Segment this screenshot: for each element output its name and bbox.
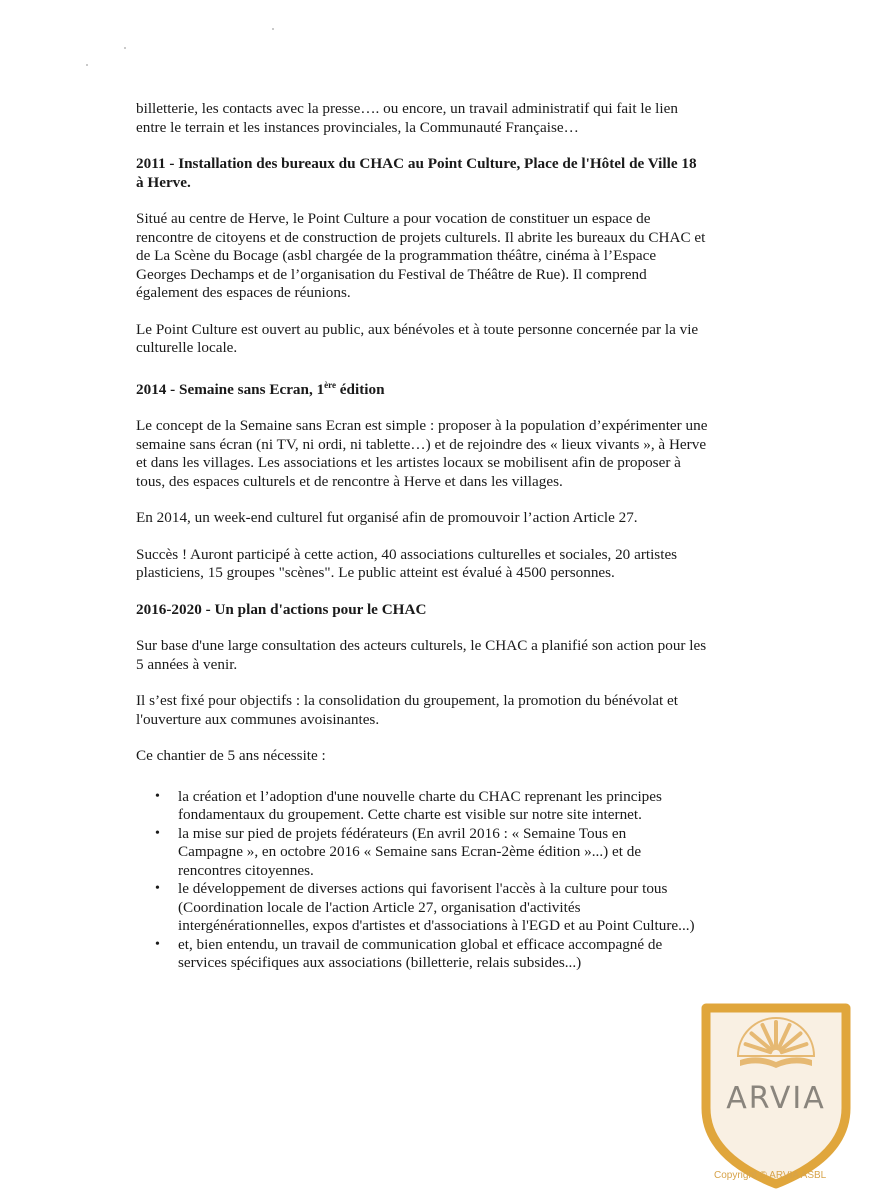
section-heading-2014: 2014 - Semaine sans Ecran, 1ère édition	[136, 379, 385, 398]
watermark-name: ARVIA	[726, 1081, 826, 1116]
paragraph-consultation: Sur base d'une large consultation des acteurs culturels, le CHAC a planifié son action pour les 5 années à venir.	[136, 637, 707, 673]
bullet-icon: •	[155, 881, 160, 897]
arvia-watermark-logo	[694, 996, 858, 1192]
scan-speck	[124, 47, 126, 49]
copyright-notice: Copyright © ARVIA ASBL	[714, 1170, 827, 1181]
list-item: • la mise sur pied de projets fédérateurs (En avril 2016 : « Semaine Tous en Campagne », en octobre 2016 « Semaine sans Ecran-2ème édition »...) et de rencontres citoyennes.	[155, 824, 642, 879]
paragraph-objectifs: Il s’est fixé pour objectifs : la consolidation du groupement, la promotion du bénévolat et l'ouverture aux communes avoisinantes.	[136, 692, 678, 728]
paragraph-chantier: Ce chantier de 5 ans nécessite :	[136, 747, 326, 765]
list-item: • et, bien entendu, un travail de communication global et efficace accompagné de services spécifiques aux associations (billetterie, relais subsides...)	[155, 935, 663, 972]
paragraph-weekend-2014: En 2014, un week-end culturel fut organisé afin de promouvoir l’action Article 27.	[136, 509, 638, 527]
objectives-list	[136, 788, 786, 973]
intro-paragraph: billetterie, les contacts avec la presse…. ou encore, un travail administratif qui fait le lien entre le terrain et les instances provinciales, la Communauté Française…	[136, 100, 678, 136]
list-item: • le développement de diverses actions qui favorisent l'accès à la culture pour tous (Coordination locale de l'action Article 27, organisation d'activités intergénérationnelles, expos d'artistes et d'associations à l'EGD et au Point Culture...)	[155, 880, 695, 935]
bullet-icon: •	[155, 936, 160, 952]
section-heading-2011: 2011 - Installation des bureaux du CHAC au Point Culture, Place de l'Hôtel de Ville 18 à Herve.	[136, 155, 697, 191]
list-item: • la création et l’adoption d'une nouvelle charte du CHAC reprenant les principes fondamentaux du groupement. Cette charte est visible sur notre site internet.	[155, 787, 662, 824]
document-body	[136, 100, 786, 973]
paragraph-point-culture-open: Le Point Culture est ouvert au public, aux bénévoles et à toute personne concernée par la vie culturelle locale.	[136, 320, 699, 356]
section-heading-2016: 2016-2020 - Un plan d'actions pour le CHAC	[136, 600, 427, 618]
scan-speck	[86, 64, 88, 66]
scan-speck	[272, 28, 274, 30]
paragraph-point-culture: Situé au centre de Herve, le Point Culture a pour vocation de constituer un espace de rencontre de citoyens et de construction de projets culturels. Il abrite les bureaux du CHAC et de La Scène du Bocage (asbl chargée de la programmation théâtre, cinéma à l’Espace Georges Dechamps et de l’organisation du Festival de Théâtre de Rue). Il comprend également des espaces de réunions.	[136, 210, 706, 301]
bullet-icon: •	[155, 788, 160, 804]
bullet-icon: •	[155, 825, 160, 841]
paragraph-semaine-concept: Le concept de la Semaine sans Ecran est simple : proposer à la population d’expérimenter une semaine sans écran (ni TV, ni ordi, ni tablette…) et de rejoindre des « lieux vivants », à Herve et dans les villages. Les associations et les artistes locaux se mobilisent afin de proposer à tous, des espaces culturels et de rencontre à Herve et dans les villages.	[136, 417, 708, 490]
paragraph-succes: Succès ! Auront participé à cette action, 40 associations culturelles et sociales, 20 artistes plasticiens, 15 groupes "scènes". Le public atteint est évalué à 4500 personnes.	[136, 545, 678, 582]
